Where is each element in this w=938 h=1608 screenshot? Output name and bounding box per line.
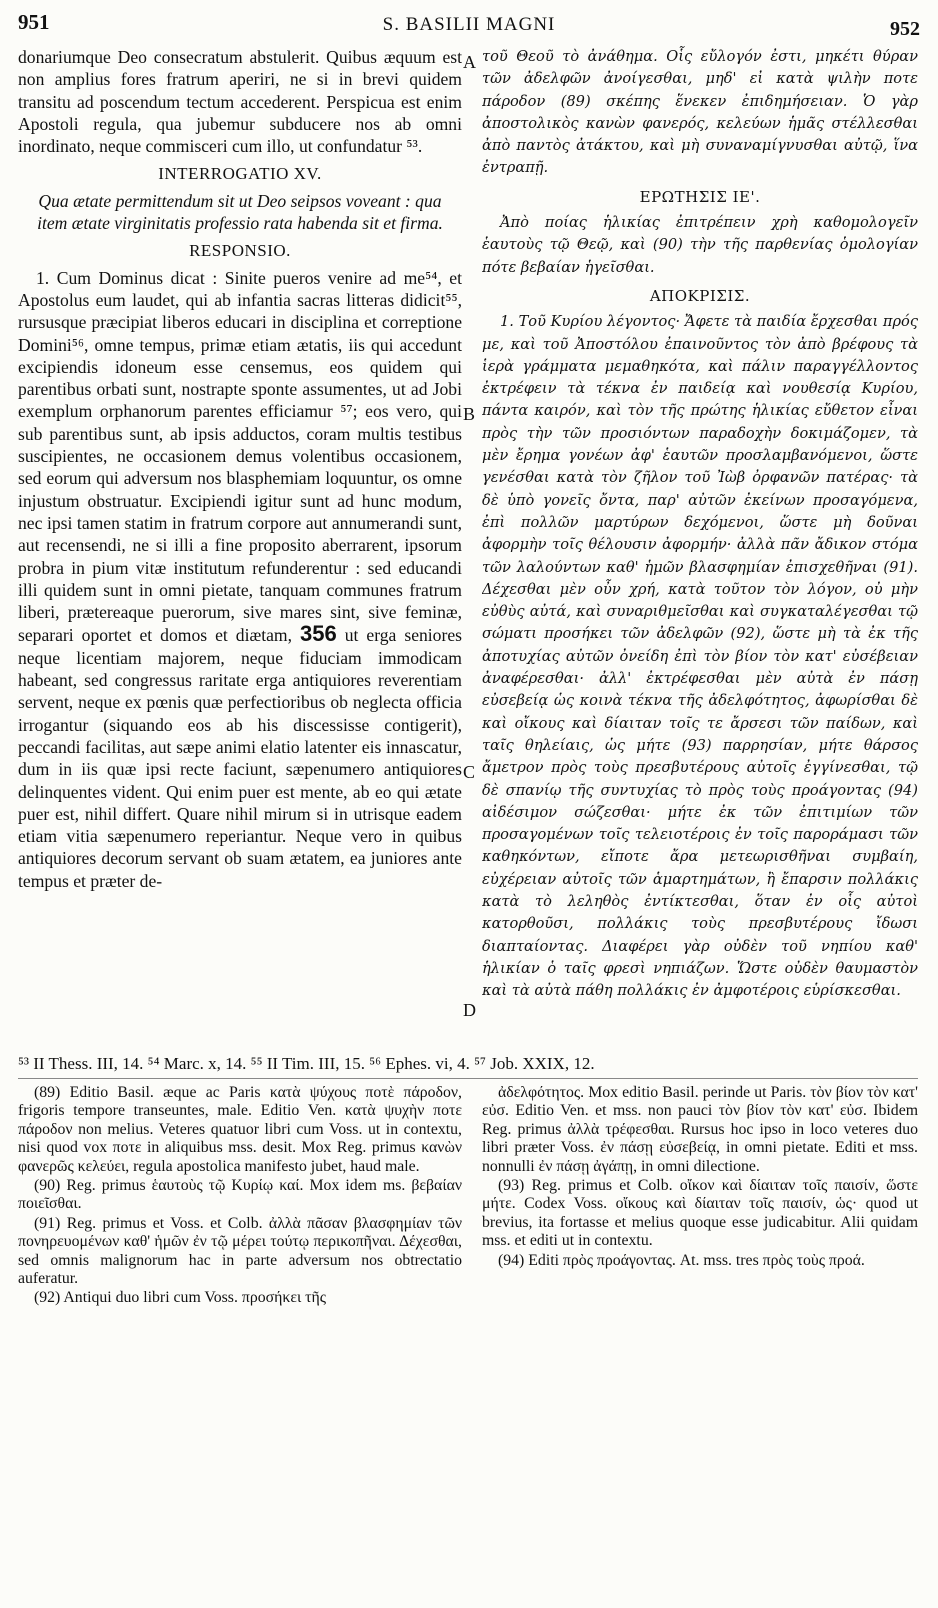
- margin-letter-d: D: [463, 1000, 476, 1020]
- latin-body-part-a: 1. Cum Dominus dicat : Sinite pueros venire ad me⁵⁴, et Apostolus eum laudet, qui ab infantia sacras litteras didicit⁵⁵, rursusque præcipiat liberos educari in disciplina et correptione Domini⁵⁶, omne tempus, primæ etiam ætatis, iis qui accedunt excipiendis idoneum esse censemus, eos quidem qui parentibus orbati sunt, nostrapte sponte assumentes, ut ad Jobi exemplum orphanorum parentes efficiamur ⁵⁷; eos vero, qui sub parentibus sunt, ab ipsis adductos, coram multis testibus suscipientes, ne occasionem demus volentibus occasionem, sed eorum qui adversum nos blasphemiam loquuntur, os omne injustum obstruatur. Excipiendi igitur sunt ad hunc modum, nec ipsi tamen statim in fratrum corpore aut annumerandi sunt, aut recensendi, ne si illi a fine proposito aberrarent, ipsorum probra in pium vitæ institutum refunderentur : sed educandi illi quidem sunt in omni pietate, tanquam communes fratrum liberi, prætereaque puerorum, sive mares sint, sive feminæ, separari oportet et domos et diætam,: [18, 267, 462, 646]
- greek-question-text: Ἀπὸ ποίας ἡλικίας ἐπιτρέπειν χρὴ καθομολογεῖν ἑαυτοὺς τῷ Θεῷ, καὶ (90) τὴν τῆς παρθενίας ὁμολογίαν πότε βεβαίαν ἡγεῖσθαι.: [482, 214, 918, 276]
- footnote: (91) Reg. primus et Voss. et Colb. ἀλλὰ πᾶσαν βλασφημίαν τῶν πονηρευομένων καθ' ἡμῶν ἐν τῷ μέρει τούτῳ περικοπῆναι. Δέχεσθαι, sed omnis malignorum hac in parte adversum nos obtrectatio auferatur.: [18, 1214, 462, 1288]
- margin-letter-b: B: [463, 404, 476, 424]
- latin-question-text: Qua ætate permittendum sit ut Deo seipsos voveant : qua item ætate virginitatis professio rata habenda sit et firma.: [37, 190, 443, 234]
- footnote: (92) Antiqui duo libri cum Voss. προσήκει τῆς: [34, 1289, 327, 1307]
- latin-body-part-b: ut erga seniores neque licentiam majorem, neque fiduciam immodicam habeant, sed congressus raritate erga antiquiores reverentiam servent, neque ex pœnis quæ perfectioribus ob neglecta officia irrogantur (siquando eos ab his discessisse contigerit), peccandi facilitas, aut sæpe animi elatio latenter eis innascatur, dum in iis quæ ipsi recte faciunt, sæpenumero antiquiores delinquentes vident. Qui enim puer est mente, ab eo qui ætate puer est, nihil differt. Quare nihil mirum si in utrisque eadem etiam vitia sæpenumero reperiantur. Neque vero in quibus antiquiores decorum servant ob suam ætatem, ea juniores ante tempus et præter de-: [18, 625, 462, 891]
- footnote-rule: [18, 1078, 918, 1079]
- latin-column: [18, 46, 462, 1046]
- greek-response-body: 1. Τοῦ Κυρίου λέγοντος· Ἄφετε τὰ παιδία ἔρχεσθαι πρός με, καὶ τοῦ Ἀποστόλου ἐπαινοῦντος τὸν ἀπὸ βρέφους τὰ ἱερὰ γράμματα μεμαθηκότα, καὶ πάλιν παραγγέλλοντος ἐκτρέφειν τὰ τέκνα ἐν παιδείᾳ καὶ νουθεσίᾳ Κυρίου, πάντα καιρόν, καὶ τὸν τῆς πρώτης ἡλικίας εὔθετον εἶναι πρὸς τὴν τῶν προσιόντων παραδοχὴν δοκιμάζομεν, τὰ μὲν ἔρημα γονέων ἀφ' ἑαυτῶν προσλαμβανόμενοι, ὥστε γενέσθαι κατὰ τὸν ζῆλον τοῦ Ἰὼβ ὀρφανῶν πατέρας· τὰ δὲ ὑπὸ γονεῖς ὄντα, παρ' αὐτῶν ἐκείνων προσαγόμενα, ἐπὶ πολλῶν μαρτύρων δεχόμενοι, ὥστε μὴ δοῦναι ἀφορμὴν τοῖς θέλουσιν ἀφορμήν· ἀλλὰ πᾶν ἄδικον στόμα τῶν λαλούντων καθ' ἡμῶν βλασφημίαν ἐπισχεθῆναι (91). Δέχεσθαι μὲν οὖν χρή, κατὰ τοῦτον τὸν λόγον, οὐ μὴν εὐθὺς αὐτά, καὶ συναριθμεῖσθαι καὶ συγκαταλέγεσθαι τῷ σώματι προσήκει τῶν ἀδελφῶν (92), ὥστε μὴ τὰ ἐκ τῆς ἀποτυχίας αὐτῶν ὀνείδη ἐπὶ τὸν βίον τὸν κατ' εὐσέβειαν ἀναφέρεσθαι· ἀλλ' ἐκτρέφεσθαι μὲν αὐτὰ ἐν πάσῃ εὐσεβείᾳ ὡς κοινὰ τέκνα τῆς ἀδελφότητος, ἀφωρίσθαι δὲ καὶ οἴκους καὶ δίαιταν τοῖς τε ἄρσεσι τῶν παίδων, καὶ ταῖς θηλείαις, ὡς μήτε (93) παρρησίαν, μήτε θάρσος ἄμετρον πρὸς τοὺς πρεσβυτέρους αὐτοῖς ἐγγίνεσθαι, τῷ δὲ σπανίῳ τῆς συντυχίας τὸ πρὸς τοὺς προάγοντας (94) αἰδέσιμον σώζεσθαι· μήτε ἐκ τῶν ἐπιτιμίων τῶν προσαγομένων τοῖς τελειοτέροις ἐν τοῖς παροράμασι τῶν καθηκόντων, εἴποτε ἄρα μετεωρισθῆναι συμβαίη, εὐχέρειαν αὐτοῖς τῶν ἁμαρτημάτων, ἢ ἔπαρσιν πολλάκις κατὰ τὸ λεληθὸς ἐντίκτεσθαι, ὅταν ἐν οἷς αὐτοὶ κατορθοῦσι, πολλάκις τοὺς πρεσβυτέρους ἴδωσι διαπταίοντας. Διαφέρει γὰρ οὐδὲν τοῦ νηπίου καθ' ἡλικίαν ὁ ταῖς φρεσὶ νηπιάζων. Ὥστε οὐδὲν θαυμαστὸν καὶ τὰ αὐτὰ πάθη πολλάκις ἐν ἀμφοτέροις εὑρίσκεσθαι.: [482, 313, 918, 1000]
- page-number-left: 951: [18, 10, 50, 34]
- footnote: (90) Reg. primus ἑαυτοὺς τῷ Κυρίῳ καί. Mox idem ms. βεβαίαν ποιεῖσθαι.: [18, 1177, 462, 1213]
- greek-column: [482, 46, 918, 1046]
- greek-question-heading: ΕΡΩΤΗΣΙΣ ΙΕ'.: [639, 187, 761, 206]
- footnote: (93) Reg. primus et Colb. οἴκον καὶ δίαιταν τοῖς παισίν, ὥστε μήτε. Codex Voss. οἴκους καὶ δίαιταν τοῖς παισίν, ὡς· quod ut brevius, ita fortasse et melius quoque esse judicabitur. Alii quidam mss. et editi ut in contextu.: [482, 1177, 918, 1250]
- margin-letter-a: A: [463, 52, 476, 72]
- scripture-references: ⁵³ II Thess. III, 14. ⁵⁴ Marc. x, 14. ⁵⁵ II Tim. III, 15. ⁵⁶ Ephes. vi, 4. ⁵⁷ Job. XXIX, 12.: [18, 1054, 595, 1073]
- latin-question-heading: INTERROGATIO XV.: [158, 164, 322, 184]
- greek-intro: τοῦ Θεοῦ τὸ ἀνάθημα. Οἷς εὔλογόν ἐστι, μηκέτι θύραν τῶν ἀδελφῶν ἀνοίγεσθαι, μηδ' εἰ κατὰ ψιλὴν ποτε πάροδον (89) σκέπης ἕνεκεν ἐπιδημήσειαν. Ὁ γὰρ ἀποστολικὸς κανὼν φανερός, κελεύων ἡμᾶς στέλλεσθαι ἀπὸ παντὸς ἀτάκτου, καὶ μὴ συναναμίγνυσθαι αὐτῷ, ἵνα ἐντραπῇ.: [482, 48, 918, 177]
- notes-right-column: [482, 1084, 918, 1271]
- page-marker: 356: [300, 621, 337, 647]
- page-number-right: 952: [890, 18, 920, 40]
- footnote: (94) Editi πρὸς προάγοντας. At. mss. tres πρὸς τοὺς προά.: [498, 1251, 865, 1269]
- margin-letter-c: C: [463, 762, 476, 782]
- footnote: (89) Editio Basil. æque ac Paris κατὰ ψύχους ποτὲ πάροδον, frigoris tempore transeuntes, male. Editio Ven. κατὰ ψυχὴν ποτε πάροδον non melius. Veteres quatuor libri cum Voss. ut in contextu, nisi quod vox ποτε in aliquibus mss. desit. Mox Reg. primus κανὼν φανερῶς κελεύει, regula apostolica manifesto jubet, haud male.: [18, 1084, 462, 1175]
- footnote: ἀδελφότητος. Mox editio Basil. perinde ut Paris. τὸν βίον τὸν κατ' εὐσ. Editio Ven. et mss. non pauci τὸν βίον τὸν κατ' εὐσ. Ibidem Reg. primus ἀλλὰ τρέφεσθαι. Rursus hoc ipso in loco veteres duo libri præter Voss. ἐν πάσῃ εὐσεβείᾳ, in omni pietate. Editi et mss. nonnulli ἐν πάσῃ ἀγάπῃ, in omni dilectione.: [482, 1084, 918, 1175]
- running-header: [18, 10, 920, 40]
- latin-response-heading: RESPONSIO.: [189, 241, 291, 261]
- latin-response-body: [18, 267, 462, 892]
- notes-left-column: [18, 1084, 462, 1309]
- running-title: S. BASILII MAGNI: [382, 14, 556, 35]
- greek-response-heading: ΑΠΟΚΡΙΣΙΣ.: [649, 286, 751, 305]
- latin-intro: donariumque Deo consecratum abstulerit. Quibus æquum est non amplius fores fratrum aperiri, ne si in brevi quidem transitu ad poscendum tectum accederent. Perspicua est enim Apostoli regula, qua jubemur subducere nos ab omni inordinato, neque commisceri cum illo, ut confundatur ⁵³.: [18, 47, 462, 157]
